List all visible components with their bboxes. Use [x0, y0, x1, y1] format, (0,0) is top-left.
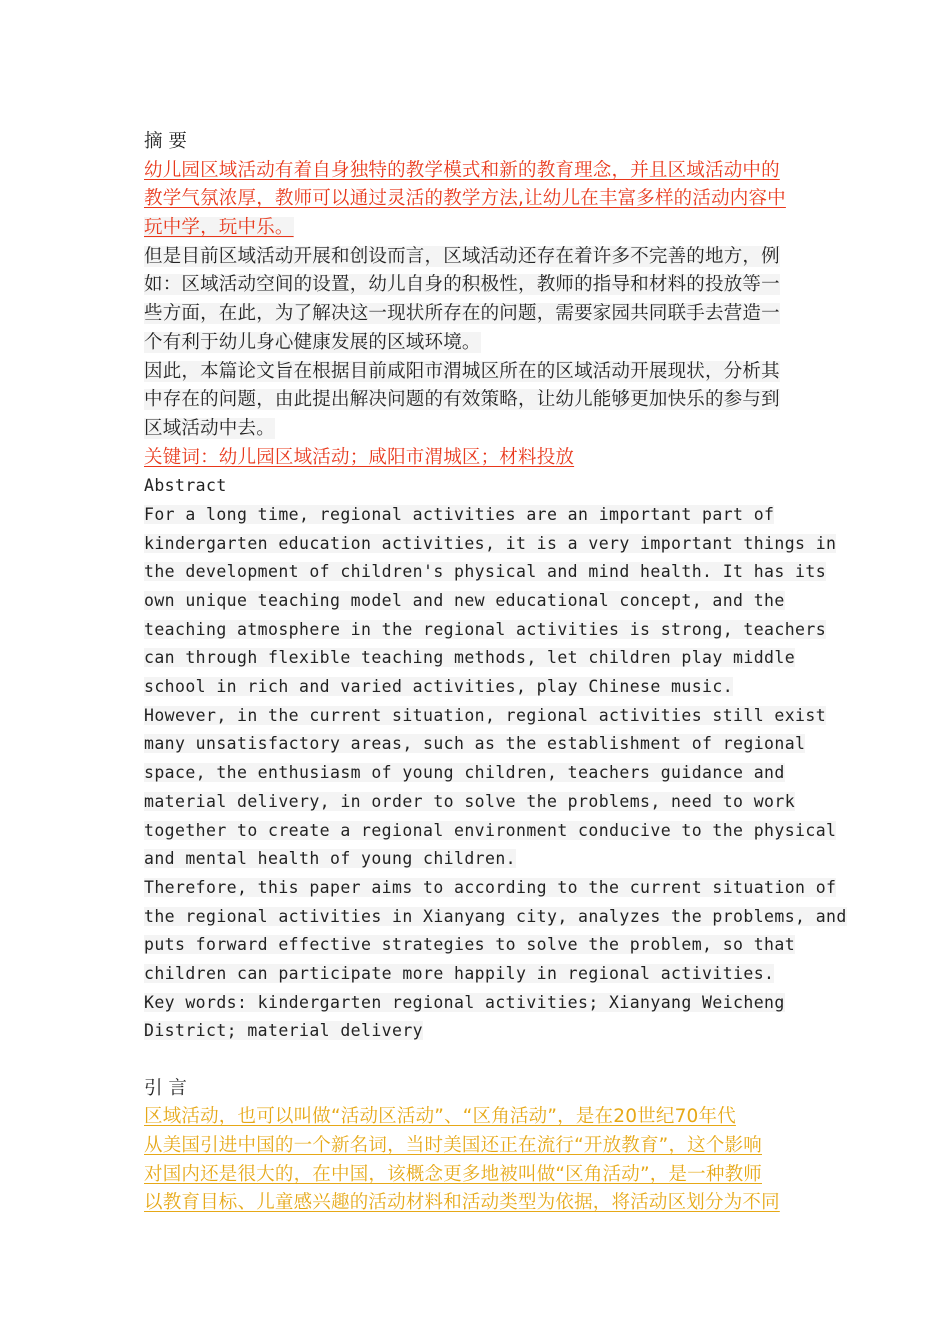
abstract-cn-para1-line3: 玩中学，玩中乐。: [144, 217, 294, 239]
abstract-en-para1-line6: can through flexible teaching methods, let children play middle: [144, 648, 796, 668]
abstract-en-para2-line2: many unsatisfactory areas, such as the establishment of regional: [144, 734, 806, 754]
abstract-cn-para2-line4: 个有利于幼儿身心健康发展的区域环境。: [144, 331, 481, 353]
abstract-en-para1-line4: own unique teaching model and new educational concept, and the: [144, 591, 785, 610]
abstract-en-para2-line5: together to create a regional environment conducive to the physical: [144, 820, 837, 840]
abstract-en-para2-line1: However, in the current situation, regional activities still exist: [144, 705, 827, 725]
abstract-cn-para1-line1: 幼儿园区域活动有着自身独特的教学模式和新的教育理念，并且区域活动中的: [144, 159, 780, 181]
abstract-en-para1-line1: For a long time, regional activities are an important part of: [144, 504, 775, 524]
abstract-cn-para3-line3: 区域活动中去。: [144, 417, 275, 439]
abstract-en-para2-line3: space, the enthusiasm of young children, teachers guidance and: [144, 763, 785, 783]
abstract-en-para1-line2: kindergarten education activities, it is a very important things in: [144, 533, 837, 553]
abstract-cn-para2-line1: 但是目前区域活动开展和创设而言，区域活动还存在着许多不完善的地方，例: [144, 245, 780, 267]
abstract-en-para1-line3: the development of children's physical and mind health. It has its: [144, 562, 827, 582]
abstract-cn-para1-line2: 教学气氛浓厚，教师可以通过灵活的教学方法,让幼儿在丰富多样的活动内容中: [144, 188, 786, 210]
intro-line4: 以教育目标、儿童感兴趣的活动材料和活动类型为依据，将活动区划分为不同: [144, 1192, 780, 1214]
abstract-en-para3-line1: Therefore, this paper aims to according to the current situation of: [144, 877, 837, 897]
intro-heading: 引 言: [144, 1077, 187, 1099]
abstract-cn-para3-line2: 中存在的问题，由此提出解决问题的有效策略，让幼儿能够更加快乐的参与到: [144, 389, 780, 411]
abstract-en-para1-line5: teaching atmosphere in the regional activities is strong, teachers: [144, 619, 827, 639]
abstract-en-para2-line6: and mental health of young children.: [144, 849, 517, 869]
abstract-en-para1-line7: school in rich and varied activities, play Chinese music.: [144, 677, 734, 697]
abstract-en-keywords-line2: District; material delivery: [144, 1021, 424, 1041]
abstract-en-para2-line4: material delivery, in order to solve the problems, need to work: [144, 791, 796, 811]
abstract-en-para3-line3: puts forward effective strategies to solve the problem, so that: [144, 935, 796, 955]
intro-line3: 对国内还是很大的，在中国，该概念更多地被叫做“区角活动”，是一种教师: [144, 1163, 762, 1185]
abstract-en-keywords-line1: Key words: kindergarten regional activities; Xianyang Weicheng: [144, 992, 785, 1012]
intro-line2: 从美国引进中国的一个新名词，当时美国还正在流行“开放教育”，这个影响: [144, 1135, 762, 1157]
abstract-en-heading: Abstract: [144, 476, 227, 496]
intro-line1: 区域活动，也可以叫做“活动区活动”、“区角活动”，是在20世纪70年代: [144, 1106, 736, 1128]
abstract-cn-para2-line2: 如：区域活动空间的设置，幼儿自身的积极性，教师的指导和材料的投放等一: [144, 274, 780, 296]
abstract-en-para3-line2: the regional activities in Xianyang city, analyzes the problems, and: [144, 906, 847, 926]
section-gap: [144, 1046, 808, 1075]
abstract-cn-para2-line3: 些方面，在此，为了解决这一现状所存在的问题，需要家园共同联手去营造一: [144, 303, 780, 325]
abstract-cn-para3-line1: 因此，本篇论文旨在根据目前咸阳市渭城区所在的区域活动开展现状，分析其: [144, 360, 780, 382]
abstract-cn-keywords: 关键词：幼儿园区域活动；咸阳市渭城区；材料投放: [144, 446, 575, 468]
abstract-en-para3-line4: children can participate more happily in regional activities.: [144, 963, 775, 983]
abstract-cn-heading: 摘 要: [144, 131, 187, 152]
document-page: [144, 128, 847, 1218]
